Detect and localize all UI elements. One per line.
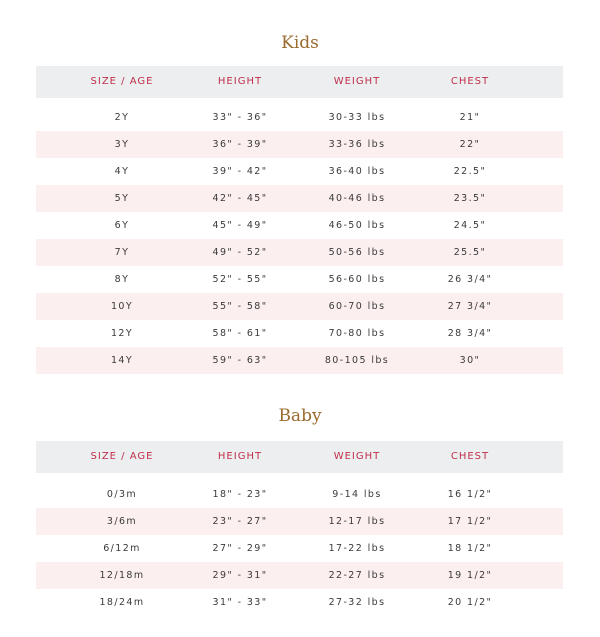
cell-weight: 33-36 lbs — [328, 139, 386, 150]
cell-chest: 30" — [459, 355, 481, 366]
cell-size-age: 7Y — [114, 247, 130, 258]
cell-weight: 30-33 lbs — [328, 112, 386, 123]
cell-chest: 26 3/4" — [447, 274, 493, 285]
table-row — [36, 589, 563, 616]
header-size-age: SIZE / AGE — [90, 451, 154, 462]
baby-title: Baby — [278, 406, 322, 426]
table-row — [36, 212, 563, 239]
cell-weight: 12-17 lbs — [328, 516, 386, 527]
cell-size-age: 18/24m — [99, 597, 145, 608]
table-row — [36, 508, 563, 535]
cell-weight: 80-105 lbs — [324, 355, 390, 366]
kids-title: Kids — [281, 33, 319, 53]
cell-weight: 27-32 lbs — [328, 597, 386, 608]
cell-size-age: 12Y — [110, 328, 134, 339]
baby-size-table — [36, 441, 563, 616]
cell-chest: 19 1/2" — [447, 570, 493, 581]
cell-height: 18" - 23" — [212, 489, 268, 500]
cell-weight: 56-60 lbs — [328, 274, 386, 285]
table-row — [36, 535, 563, 562]
cell-chest: 25.5" — [453, 247, 487, 258]
cell-height: 36" - 39" — [212, 139, 268, 150]
baby-table-header — [36, 441, 563, 473]
cell-chest: 22.5" — [453, 166, 487, 177]
cell-weight: 17-22 lbs — [328, 543, 386, 554]
cell-height: 27" - 29" — [212, 543, 268, 554]
cell-size-age: 12/18m — [99, 570, 145, 581]
table-row — [36, 131, 563, 158]
cell-weight: 40-46 lbs — [328, 193, 386, 204]
cell-chest: 16 1/2" — [447, 489, 493, 500]
cell-chest: 23.5" — [453, 193, 487, 204]
cell-height: 55" - 58" — [212, 301, 268, 312]
cell-weight: 70-80 lbs — [328, 328, 386, 339]
table-row — [36, 320, 563, 347]
cell-size-age: 14Y — [110, 355, 134, 366]
table-row — [36, 347, 563, 374]
cell-height: 45" - 49" — [212, 220, 268, 231]
cell-height: 33" - 36" — [212, 112, 268, 123]
cell-weight: 36-40 lbs — [328, 166, 386, 177]
cell-height: 49" - 52" — [212, 247, 268, 258]
cell-height: 29" - 31" — [212, 570, 268, 581]
cell-size-age: 10Y — [110, 301, 134, 312]
cell-size-age: 3/6m — [106, 516, 138, 527]
kids-table-header — [36, 66, 563, 98]
cell-chest: 21" — [459, 112, 481, 123]
header-size-age: SIZE / AGE — [90, 76, 154, 87]
cell-chest: 22" — [459, 139, 481, 150]
cell-weight: 46-50 lbs — [328, 220, 386, 231]
cell-height: 58" - 61" — [212, 328, 268, 339]
table-row — [36, 158, 563, 185]
cell-height: 42" - 45" — [212, 193, 268, 204]
cell-chest: 28 3/4" — [447, 328, 493, 339]
cell-size-age: 2Y — [114, 112, 130, 123]
kids-size-table — [36, 66, 563, 374]
cell-size-age: 8Y — [114, 274, 130, 285]
table-row — [36, 562, 563, 589]
cell-size-age: 3Y — [114, 139, 130, 150]
cell-weight: 22-27 lbs — [328, 570, 386, 581]
cell-chest: 20 1/2" — [447, 597, 493, 608]
cell-weight: 50-56 lbs — [328, 247, 386, 258]
cell-height: 59" - 63" — [212, 355, 268, 366]
cell-height: 39" - 42" — [212, 166, 268, 177]
header-chest: CHEST — [450, 451, 490, 462]
table-row — [36, 185, 563, 212]
cell-chest: 17 1/2" — [447, 516, 493, 527]
cell-size-age: 4Y — [114, 166, 130, 177]
cell-chest: 18 1/2" — [447, 543, 493, 554]
table-row — [36, 293, 563, 320]
table-row — [36, 266, 563, 293]
header-height: HEIGHT — [217, 451, 263, 462]
cell-size-age: 6/12m — [103, 543, 141, 554]
header-chest: CHEST — [450, 76, 490, 87]
header-weight: WEIGHT — [333, 76, 381, 87]
cell-height: 31" - 33" — [212, 597, 268, 608]
cell-height: 52" - 55" — [212, 274, 268, 285]
header-height: HEIGHT — [217, 76, 263, 87]
cell-weight: 60-70 lbs — [328, 301, 386, 312]
header-weight: WEIGHT — [333, 451, 381, 462]
cell-size-age: 5Y — [114, 193, 130, 204]
table-row — [36, 239, 563, 266]
table-row — [36, 481, 563, 508]
cell-chest: 27 3/4" — [447, 301, 493, 312]
cell-chest: 24.5" — [453, 220, 487, 231]
cell-height: 23" - 27" — [212, 516, 268, 527]
table-row — [36, 104, 563, 131]
cell-size-age: 0/3m — [106, 489, 138, 500]
cell-size-age: 6Y — [114, 220, 130, 231]
cell-weight: 9-14 lbs — [332, 489, 382, 500]
